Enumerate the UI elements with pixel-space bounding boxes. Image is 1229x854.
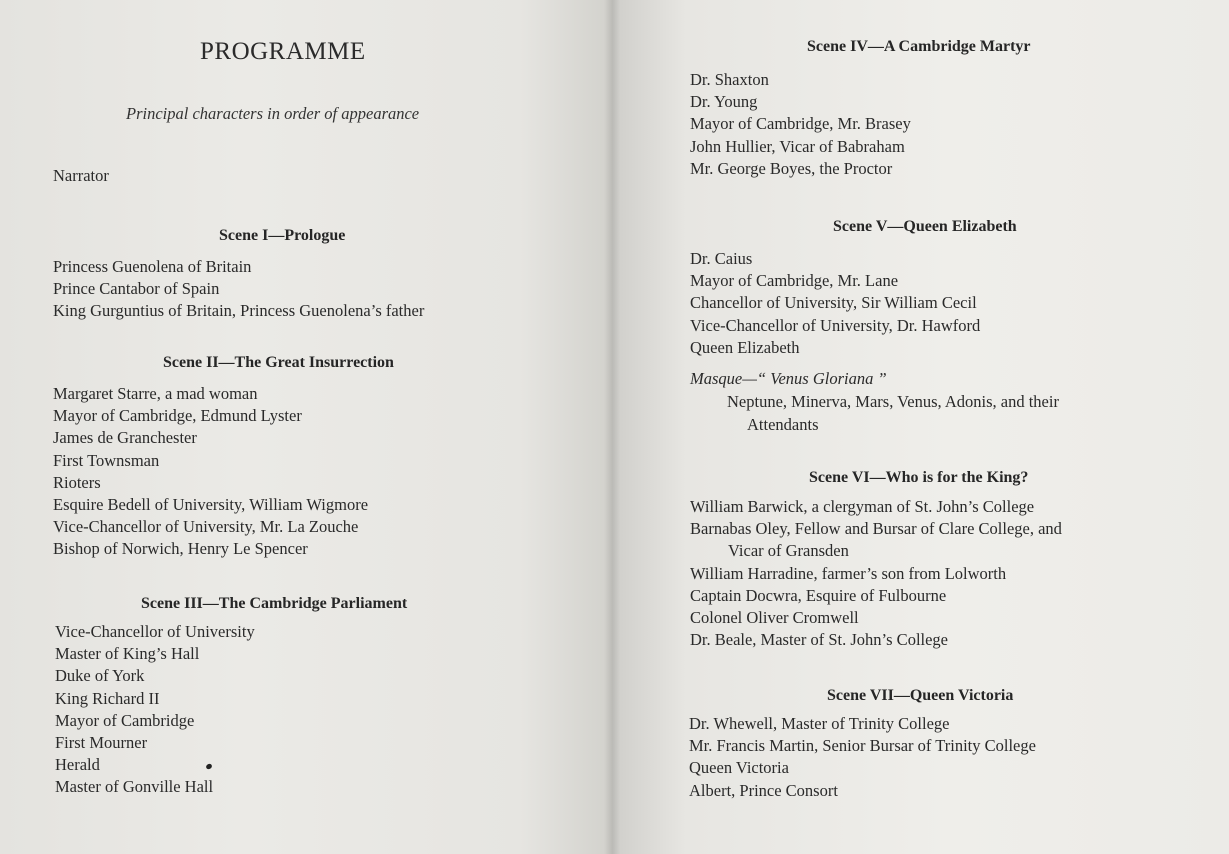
character-entry: Mayor of Cambridge, Mr. Lane xyxy=(690,271,899,291)
character-entry: Esquire Bedell of University, William Wigmore xyxy=(53,495,369,515)
character-entry: Rioters xyxy=(53,472,101,492)
character-entry: Herald xyxy=(55,755,100,775)
character-entry: Mayor of Cambridge, Mr. Brasey xyxy=(690,114,911,134)
character-entry: James de Granchester xyxy=(53,428,197,448)
character-entry: William Barwick, a clergyman of St. John’s College xyxy=(690,497,1035,516)
character-entry: Mayor of Cambridge xyxy=(55,710,195,730)
character-entry: Captain Docwra, Esquire of Fulbourne xyxy=(690,585,947,605)
character-entry: Vice-Chancellor of University, Dr. Hawford xyxy=(690,315,981,335)
character-entry: King Richard II xyxy=(55,688,160,708)
page-gutter xyxy=(604,0,620,854)
scene-1-characters xyxy=(53,256,424,323)
masque-label: Masque—“ Venus Gloriana ” xyxy=(690,369,887,388)
scene-5-heading: Scene V—Queen Elizabeth xyxy=(833,218,1017,235)
narrator-entry: Narrator xyxy=(53,166,109,185)
programme-subtitle: Principal characters in order of appearance xyxy=(126,104,420,123)
character-entry-continuation: Vicar of Gransden xyxy=(728,541,849,561)
character-entry: First Townsman xyxy=(53,450,160,470)
scene-4-characters xyxy=(690,69,911,180)
scene-5-characters xyxy=(690,248,980,359)
character-entry: Albert, Prince Consort xyxy=(689,780,838,800)
character-entry: First Mourner xyxy=(55,733,148,753)
scene-3-heading: Scene III—The Cambridge Parliament xyxy=(141,595,408,612)
masque-characters xyxy=(727,390,1167,436)
scene-4-heading: Scene IV—A Cambridge Martyr xyxy=(807,38,1031,55)
character-entry: Mayor of Cambridge, Edmund Lyster xyxy=(53,406,302,426)
character-entry: King Gurguntius of Britain, Princess Guenolena’s father xyxy=(53,301,425,321)
character-entry: Princess Guenolena of Britain xyxy=(53,257,252,276)
masque-line-1: Neptune, Minerva, Mars, Venus, Adonis, and their xyxy=(727,392,1059,411)
character-entry: Bishop of Norwich, Henry Le Spencer xyxy=(53,539,308,559)
character-entry: Barnabas Oley, Fellow and Bursar of Clare College, and xyxy=(690,519,1062,539)
character-entry: William Harradine, farmer’s son from Lolworth xyxy=(690,563,1007,583)
character-entry: Dr. Shaxton xyxy=(690,70,769,89)
character-entry: Margaret Starre, a mad woman xyxy=(53,384,258,403)
programme-title: PROGRAMME xyxy=(200,38,366,65)
character-entry: Vice-Chancellor of University, Mr. La Zouche xyxy=(53,517,359,537)
character-entry: Mr. Francis Martin, Senior Bursar of Trinity College xyxy=(689,736,1036,756)
scene-6-characters xyxy=(690,496,1062,651)
character-entry: Master of King’s Hall xyxy=(55,644,200,664)
character-entry: Mr. George Boyes, the Proctor xyxy=(690,158,893,178)
masque-line-2: Attendants xyxy=(747,415,819,434)
scene-2-heading: Scene II—The Great Insurrection xyxy=(163,354,394,371)
character-entry: Dr. Young xyxy=(690,92,758,112)
scene-1-heading: Scene I—Prologue xyxy=(219,227,346,244)
character-entry: Prince Cantabor of Spain xyxy=(53,279,220,299)
character-entry: Dr. Whewell, Master of Trinity College xyxy=(689,714,950,733)
character-entry: Colonel Oliver Cromwell xyxy=(690,608,859,628)
character-entry: Dr. Beale, Master of St. John’s College xyxy=(690,630,949,650)
character-entry: Queen Elizabeth xyxy=(690,337,800,357)
character-entry: Master of Gonville Hall xyxy=(55,777,214,797)
scene-2-characters xyxy=(53,383,368,561)
scene-7-heading: Scene VII—Queen Victoria xyxy=(827,687,1014,704)
character-entry: Chancellor of University, Sir William Cecil xyxy=(690,293,977,313)
character-entry: Duke of York xyxy=(55,666,145,686)
character-entry: John Hullier, Vicar of Babraham xyxy=(690,136,905,156)
character-entry: Queen Victoria xyxy=(689,758,789,778)
scene-6-heading: Scene VI—Who is for the King? xyxy=(809,469,1029,486)
scene-7-characters xyxy=(689,713,1036,802)
character-entry: Dr. Caius xyxy=(690,249,753,268)
scene-3-characters xyxy=(55,621,255,799)
character-entry: Vice-Chancellor of University xyxy=(55,622,255,641)
